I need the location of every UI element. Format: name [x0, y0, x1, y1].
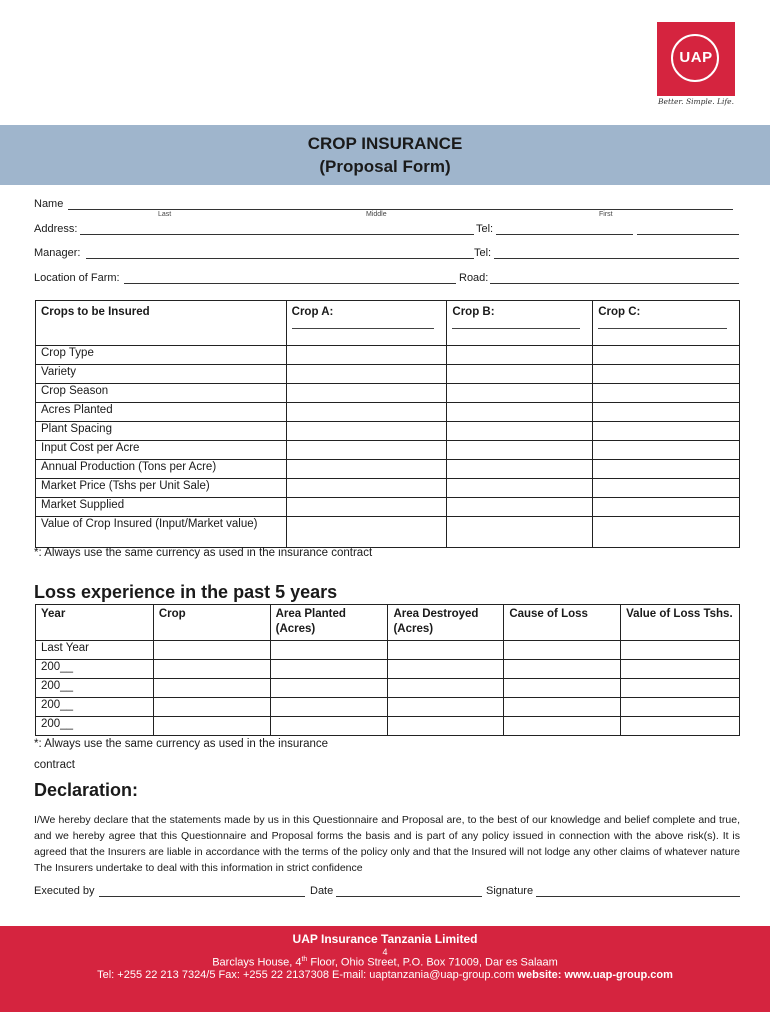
loss-table: [35, 604, 740, 736]
loss-cell[interactable]: [621, 641, 740, 660]
crop-cell[interactable]: [593, 479, 740, 498]
crop-cell[interactable]: [286, 403, 447, 422]
row-label: Market Price (Tshs per Unit Sale): [36, 479, 287, 498]
loss-cell[interactable]: [504, 698, 621, 717]
table-row: [36, 717, 740, 736]
page-number: 4: [382, 947, 388, 957]
table-row: [36, 365, 740, 384]
footer-website[interactable]: website: www.uap-group.com: [514, 969, 673, 981]
loss-header-cell: Area Planted (Acres): [270, 605, 388, 641]
loss-cell[interactable]: [504, 679, 621, 698]
crop-cell[interactable]: [286, 498, 447, 517]
loss-cell[interactable]: [388, 641, 504, 660]
crops-header-cell: [286, 301, 447, 346]
year-label: 200__: [36, 660, 154, 679]
crop-cell[interactable]: [447, 498, 593, 517]
row-label: Plant Spacing: [36, 422, 287, 441]
loss-cell[interactable]: [153, 641, 270, 660]
table-row: [36, 479, 740, 498]
loss-cell[interactable]: [153, 717, 270, 736]
crop-c-name-field[interactable]: [598, 328, 727, 329]
crop-cell[interactable]: [447, 384, 593, 403]
crops-table: [35, 300, 740, 548]
signature-label: Signature: [486, 885, 534, 897]
crop-b-name-field[interactable]: [452, 328, 580, 329]
loss-section-title: Loss experience in the past 5 years: [34, 582, 338, 602]
table-row: [36, 698, 740, 717]
loss-cell[interactable]: [270, 641, 388, 660]
address-label: Address:: [34, 223, 78, 235]
loss-cell[interactable]: [504, 717, 621, 736]
title-banner: [0, 125, 770, 185]
address-row: [34, 223, 739, 235]
crops-header-cell: [447, 301, 593, 346]
loss-cell[interactable]: [153, 679, 270, 698]
crop-cell[interactable]: [286, 460, 447, 479]
logo-tagline: Better. Simple. Life.: [658, 97, 734, 106]
crop-cell[interactable]: [593, 365, 740, 384]
table-row: [36, 403, 740, 422]
table-row: [36, 346, 740, 365]
manager-tel-label: Tel:: [474, 247, 492, 259]
loss-cell[interactable]: [388, 660, 504, 679]
loss-header-row: [36, 605, 740, 641]
tel-field-2[interactable]: [637, 224, 739, 235]
crops-header-label: Crops to be Insured: [41, 306, 150, 318]
table-row: [36, 422, 740, 441]
loss-cell[interactable]: [621, 660, 740, 679]
crop-cell[interactable]: [447, 441, 593, 460]
table-row: [36, 441, 740, 460]
row-label: Crop Season: [36, 384, 287, 403]
row-label: Input Cost per Acre: [36, 441, 287, 460]
loss-header-cell: Value of Loss Tshs.: [621, 605, 740, 641]
row-label: Crop Type: [36, 346, 287, 365]
crop-cell[interactable]: [593, 384, 740, 403]
crops-header-label: Crop A:: [291, 306, 334, 318]
crop-a-name-field[interactable]: [292, 328, 434, 329]
crop-cell[interactable]: [447, 422, 593, 441]
year-label: 200__: [36, 698, 154, 717]
loss-currency-note-line2: contract: [34, 759, 75, 771]
address-field[interactable]: [80, 224, 474, 235]
loss-cell[interactable]: [388, 717, 504, 736]
crops-header-label: Crop C:: [598, 306, 641, 318]
executed-by-label: Executed by: [34, 885, 95, 897]
crop-cell[interactable]: [286, 346, 447, 365]
loss-cell[interactable]: [504, 660, 621, 679]
row-label: Annual Production (Tons per Acre): [36, 460, 287, 479]
loss-cell[interactable]: [504, 641, 621, 660]
crops-header-row: [36, 301, 740, 346]
footer-address-post: Floor, Ohio Street, P.O. Box 71009, Dar es Salaam: [307, 956, 558, 969]
manager-row: [34, 247, 739, 259]
crops-header-label: Crop B:: [452, 306, 495, 318]
location-row: [34, 272, 739, 284]
crop-cell[interactable]: [447, 365, 593, 384]
road-label: Road:: [459, 272, 489, 284]
logo-box: [657, 22, 735, 96]
crop-cell[interactable]: [447, 460, 593, 479]
loss-header-cell: Cause of Loss: [504, 605, 621, 641]
manager-tel-field[interactable]: [494, 248, 739, 259]
name-middle-field[interactable]: [272, 199, 518, 210]
row-label: Acres Planted: [36, 403, 287, 422]
tel-label: Tel:: [476, 223, 494, 235]
name-row: [34, 198, 739, 218]
footer-address-pre: Barclays House, 4: [212, 956, 302, 969]
loss-header-cell: Year: [36, 605, 154, 641]
crops-header-cell: [36, 301, 287, 346]
loss-cell[interactable]: [388, 679, 504, 698]
crop-cell[interactable]: [593, 403, 740, 422]
table-row: [36, 498, 740, 517]
page-subtitle: (Proposal Form): [319, 157, 451, 176]
name-first-field[interactable]: [490, 199, 733, 210]
date-label: Date: [310, 885, 334, 897]
loss-cell[interactable]: [621, 717, 740, 736]
crop-cell[interactable]: [447, 346, 593, 365]
footer: [0, 926, 770, 1012]
row-label: Variety: [36, 365, 287, 384]
page-title: CROP INSURANCE: [307, 134, 463, 153]
loss-currency-note-line1: *: Always use the same currency as used in the insurance: [34, 738, 329, 750]
name-last-field[interactable]: [68, 199, 294, 210]
road-field[interactable]: [490, 273, 739, 284]
sub-label-middle: Middle: [366, 211, 387, 218]
footer-address-sup: th: [301, 956, 308, 963]
table-row: [36, 679, 740, 698]
currency-note: *: Always use the same currency as used in the insurance contract: [34, 547, 373, 559]
loss-cell[interactable]: [270, 679, 388, 698]
signature-field[interactable]: [536, 886, 740, 897]
footer-company: UAP Insurance Tanzania Limited: [292, 932, 478, 946]
table-row: [36, 460, 740, 479]
loss-cell[interactable]: [153, 698, 270, 717]
name-label: Name: [34, 198, 64, 210]
crop-cell[interactable]: [286, 517, 447, 548]
crop-cell[interactable]: [593, 422, 740, 441]
loss-cell[interactable]: [621, 679, 740, 698]
loss-cell[interactable]: [270, 717, 388, 736]
uap-logo: [657, 22, 735, 110]
crop-cell[interactable]: [447, 479, 593, 498]
date-field[interactable]: [336, 886, 482, 897]
loss-header-cell: Area Destroyed (Acres): [388, 605, 504, 641]
location-label: Location of Farm:: [34, 272, 120, 284]
manager-label: Manager:: [34, 247, 81, 259]
crop-cell[interactable]: [286, 422, 447, 441]
year-label: 200__: [36, 717, 154, 736]
row-label: Value of Crop Insured (Input/Market value): [36, 517, 287, 548]
crop-cell[interactable]: [593, 460, 740, 479]
crop-cell[interactable]: [286, 365, 447, 384]
crop-cell[interactable]: [286, 479, 447, 498]
declaration-title: Declaration:: [34, 780, 139, 800]
sub-label-first: First: [599, 211, 613, 218]
logo-text: UAP: [679, 49, 713, 66]
loss-header-cell: Crop: [153, 605, 270, 641]
loss-cell[interactable]: [270, 660, 388, 679]
table-row: [36, 660, 740, 679]
crop-cell[interactable]: [593, 517, 740, 548]
year-label: Last Year: [36, 641, 154, 660]
footer-address: [0, 956, 770, 969]
crop-cell[interactable]: [593, 346, 740, 365]
crop-cell[interactable]: [593, 498, 740, 517]
crop-cell[interactable]: [447, 517, 593, 548]
footer-contact: [0, 969, 770, 981]
row-label: Market Supplied: [36, 498, 287, 517]
footer-contact-text: Tel: +255 22 213 7324/5 Fax: +255 22 2137308 E-mail: uaptanzania@uap-group.com: [97, 969, 515, 981]
table-row: [36, 517, 740, 548]
loss-cell[interactable]: [388, 698, 504, 717]
manager-field[interactable]: [86, 248, 474, 259]
loss-cell[interactable]: [270, 698, 388, 717]
crop-cell[interactable]: [593, 441, 740, 460]
tel-field-1[interactable]: [496, 224, 633, 235]
loss-cell[interactable]: [153, 660, 270, 679]
crop-cell[interactable]: [286, 384, 447, 403]
year-label: 200__: [36, 679, 154, 698]
executed-by-field[interactable]: [99, 886, 305, 897]
crop-cell[interactable]: [286, 441, 447, 460]
signature-row: [34, 885, 740, 897]
declaration-text: I/We hereby declare that the statements made by us in this Questionnaire and Proposal are, to the best of our knowledge and belief complete and true, and we hereby agree that this Questionnaire and Proposal forms the basis and is part of any policy issued in connection with the above risk(s). It is agreed that the Insurers are liable in accordance with the terms of the policy only and that the Insured will not lodge any other claims of whatever nature The Insurers undertake to deal with this information in strict confidence: [34, 814, 740, 874]
sub-label-last: Last: [158, 211, 172, 218]
table-row: [36, 641, 740, 660]
crop-cell[interactable]: [447, 403, 593, 422]
location-field[interactable]: [124, 273, 456, 284]
loss-cell[interactable]: [621, 698, 740, 717]
table-row: [36, 384, 740, 403]
crops-header-cell: [593, 301, 740, 346]
